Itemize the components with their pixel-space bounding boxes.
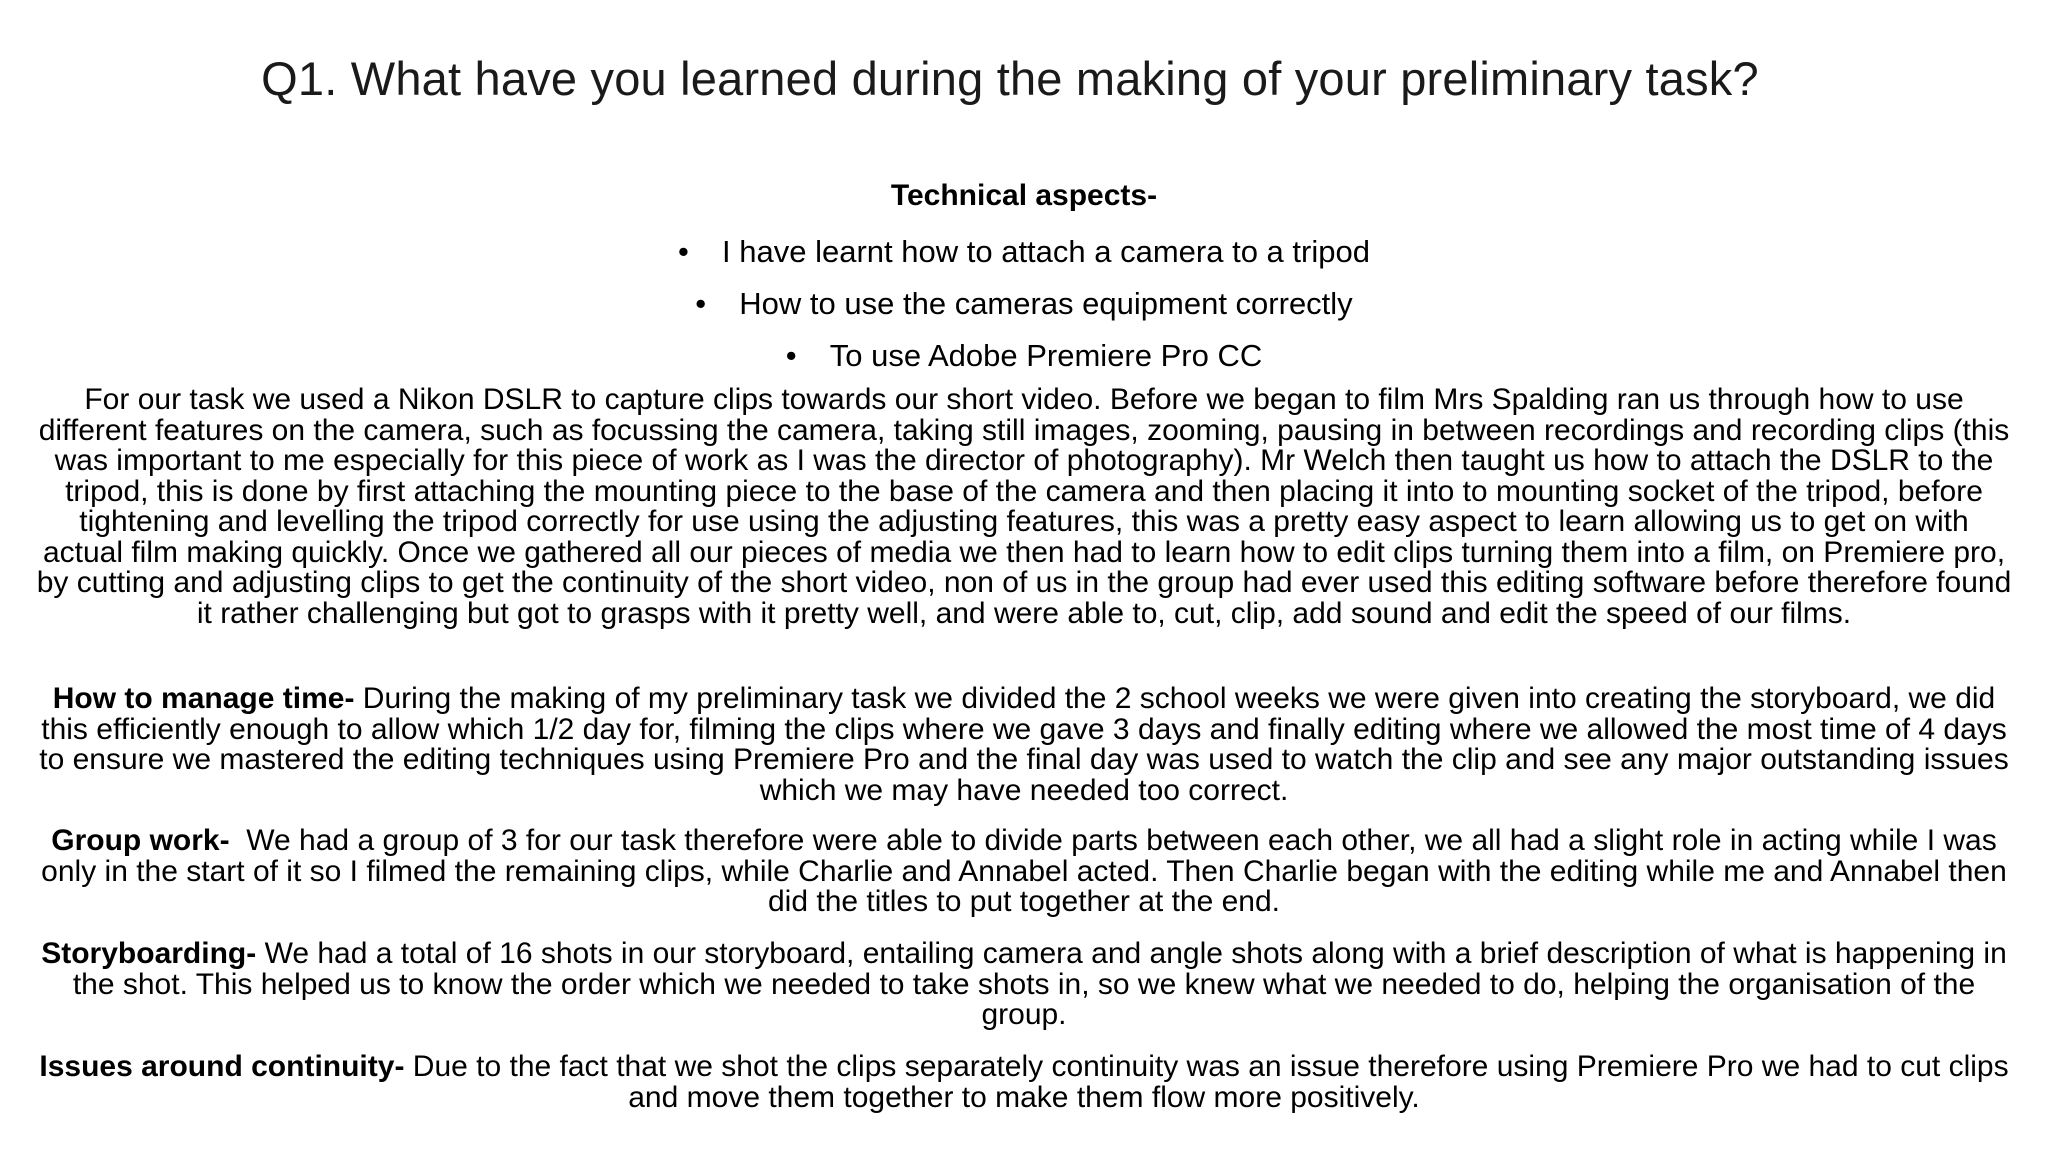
group-work-label: Group work-	[51, 824, 230, 857]
bullet-item	[0, 278, 2048, 330]
continuity-issues-paragraph	[36, 1052, 2012, 1113]
bullet-icon: •	[678, 234, 689, 269]
time-management-text: During the making of my preliminary task we divided the 2 school weeks we were given into creating the storyboard, we did this efficiently enough to allow which 1/2 day for, filming the clips where we gave 3 days and finally editing where we allowed the most time of 4 days to ensure we mastered the editing techniques using Premiere Pro and the final day was used to watch the clip and see any major outstanding issues which we may have needed too correct.	[39, 682, 2009, 807]
continuity-issues-text: Due to the fact that we shot the clips separately continuity was an issue therefore using Premiere Pro we had to cut clips and move them together to make them flow more positively.	[404, 1050, 2009, 1114]
group-work-paragraph	[36, 824, 2016, 918]
bullet-text: To use Adobe Premiere Pro CC	[829, 338, 1263, 373]
technical-bullet-list	[0, 226, 2048, 382]
time-management-label: How to manage time-	[52, 682, 355, 715]
storyboarding-paragraph	[36, 939, 2012, 1031]
intro-paragraph: For our task we used a Nikon DSLR to capture clips towards our short video. Before we began to film Mrs Spalding ran us through how to use different features on the camera, such as focussing the camera, taking still images, zooming, pausing in between recordings and recording clips (this was important to me especially for this piece of work as I was the director of photography). Mr Welch then taught us how to attach the DSLR to the tripod, this is done by first attaching the mounting piece to the base of the camera and then placing it into to mounting socket of the tripod, before tightening and levelling the tripod correctly for use using the adjusting features, this was a pretty easy aspect to learn allowing us to get on with actual film making quickly. Once we gathered all our pieces of media we then had to learn how to edit clips turning them into a film, on Premiere pro, by cutting and adjusting clips to get the continuity of the short video, non of us in the group had ever used this editing software before therefore found it rather challenging but got to grasps with it pretty well, and were able to, cut, clip, add sound and edit the speed of our films.	[36, 383, 2012, 630]
technical-aspects-heading: Technical aspects-	[890, 179, 1158, 212]
storyboarding-text: We had a total of 16 shots in our storyboard, entailing camera and angle shots along with a brief description of what is happening in the shot. This helped us to know the order which we needed to take shots in, so we knew what we needed to do, helping the organisation of the group.	[72, 937, 2007, 1031]
bullet-icon: •	[785, 338, 797, 373]
bullet-item	[0, 330, 2048, 382]
slide-title: Q1. What have you learned during the making of your preliminary task?	[261, 52, 1759, 105]
continuity-issues-label: Issues around continuity-	[39, 1050, 405, 1083]
bullet-icon: •	[695, 286, 707, 321]
group-work-text: We had a group of 3 for our task therefore were able to divide parts between each other, we all had a slight role in acting while I was only in the start of it so I filmed the remaining clips, while Charlie and Annabel acted. Then Charlie began with the editing while me and Annabel then did the titles to put together at the end.	[41, 824, 2016, 918]
bullet-item	[0, 226, 2048, 278]
time-management-paragraph	[36, 684, 2012, 806]
bullet-text: How to use the cameras equipment correctly	[739, 286, 1353, 321]
storyboarding-label: Storyboarding-	[41, 937, 257, 970]
bullet-text: I have learnt how to attach a camera to a tripod	[722, 234, 1370, 269]
